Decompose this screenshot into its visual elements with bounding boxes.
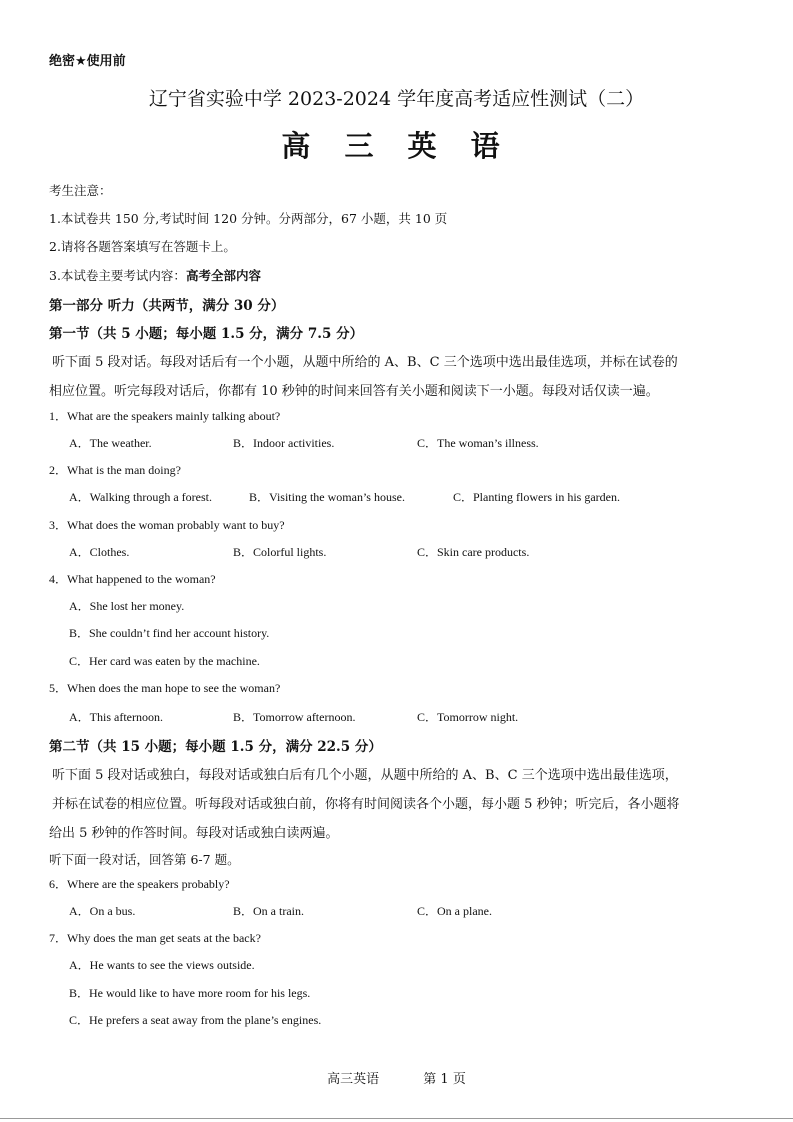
question-4-option-a: A．She lost her money.	[69, 599, 185, 613]
subject-title: 高 三 英 语	[281, 129, 512, 163]
question-5-option-c: C．Tomorrow night.	[417, 710, 519, 724]
question-3-option-a: A．Clothes.	[69, 545, 130, 559]
question-6-option-c: C．On a plane.	[417, 904, 492, 918]
question-7-option-b: B．He would like to have more room for his legs.	[69, 986, 311, 1000]
question-2-option-a: A．Walking through a forest.	[69, 490, 213, 504]
question-1-option-c: C．The woman’s illness.	[417, 436, 539, 450]
question-3-option-b: B．Colorful lights.	[233, 545, 327, 559]
question-6-option-b: B．On a train.	[233, 904, 304, 918]
section1-title: 第一节（共 5 小题；每小题 1.5 分，满分 7.5 分）	[49, 326, 364, 342]
question-6-option-a: A．On a bus.	[69, 904, 136, 918]
section1-instruction-line1: 听下面 5 段对话。每段对话后有一个小题，从题中所给的 A、B、C 三个选项中选出最佳选项，并标在试卷的	[52, 355, 678, 370]
question-4-stem: 4．What happened to the woman?	[49, 572, 216, 586]
question-7-option-a: A．He wants to see the views outside.	[69, 958, 255, 972]
note-line-2: 2.请将各题答案填写在答题卡上。	[49, 239, 236, 254]
question-4-option-c: C．Her card was eaten by the machine.	[69, 654, 260, 668]
section2-instruction-line3: 给出 5 秒钟的作答时间。每段对话或独白读两遍。	[49, 826, 339, 841]
part1-title: 第一部分 听力（共两节，满分 30 分）	[49, 298, 285, 314]
dialogue-instruction: 听下面一段对话，回答第 6-7 题。	[49, 852, 240, 867]
question-2-option-c: C．Planting flowers in his garden.	[453, 490, 620, 504]
page-footer	[0, 1068, 793, 1087]
section2-instruction-line1: 听下面 5 段对话或独白，每段对话或独白后有几个小题，从题中所给的 A、B、C 三个选项中选出最佳选项，	[52, 768, 678, 783]
question-3-stem: 3．What does the woman probably want to buy?	[49, 518, 285, 532]
question-2-stem: 2．What is the man doing?	[49, 463, 181, 477]
page-edge-divider	[0, 1118, 793, 1119]
question-1-stem: 1．What are the speakers mainly talking about?	[49, 409, 281, 423]
page-number: 第 1 页	[423, 1072, 466, 1087]
question-1-option-a: A．The weather.	[69, 436, 152, 450]
confidential-label: 绝密★使用前	[49, 54, 126, 69]
question-7-stem: 7．Why does the man get seats at the back?	[49, 931, 261, 945]
question-7-option-c: C．He prefers a seat away from the plane’s engines.	[69, 1013, 322, 1027]
question-1-option-b: B．Indoor activities.	[233, 436, 335, 450]
exam-title: 辽宁省实验中学 2023-2024 学年度高考适应性测试（二）	[148, 88, 645, 110]
note-line-3	[49, 266, 261, 284]
section2-instruction-line2: 并标在试卷的相应位置。听每段对话或独白前，你将有时间阅读各个小题，每小题 5 秒钟；听完后，各小题将	[52, 797, 680, 812]
question-5-option-a: A．This afternoon.	[69, 710, 163, 724]
question-4-option-b: B．She couldn’t find her account history.	[69, 626, 270, 640]
question-2-option-b: B．Visiting the woman’s house.	[249, 490, 405, 504]
section2-title: 第二节（共 15 小题；每小题 1.5 分，满分 22.5 分）	[49, 739, 382, 755]
note-line-3-bold: 高考全部内容	[185, 268, 261, 283]
notes-heading: 考生注意：	[49, 183, 112, 198]
question-3-option-c: C．Skin care products.	[417, 545, 530, 559]
note-line-1: 1.本试卷共 150 分,考试时间 120 分钟。分两部分，67 小题，共 10 页	[49, 211, 448, 226]
note-line-3-prefix: 3.本试卷主要考试内容：	[49, 268, 186, 283]
footer-subject: 高三英语	[327, 1072, 380, 1087]
section1-instruction-line2: 相应位置。听完每段对话后，你都有 10 秒钟的时间来回答有关小题和阅读下一小题。每段对话仅读一遍。	[49, 384, 659, 399]
question-5-option-b: B．Tomorrow afternoon.	[233, 710, 356, 724]
question-5-stem: 5．When does the man hope to see the woman?	[49, 681, 281, 695]
question-6-stem: 6．Where are the speakers probably?	[49, 877, 230, 891]
